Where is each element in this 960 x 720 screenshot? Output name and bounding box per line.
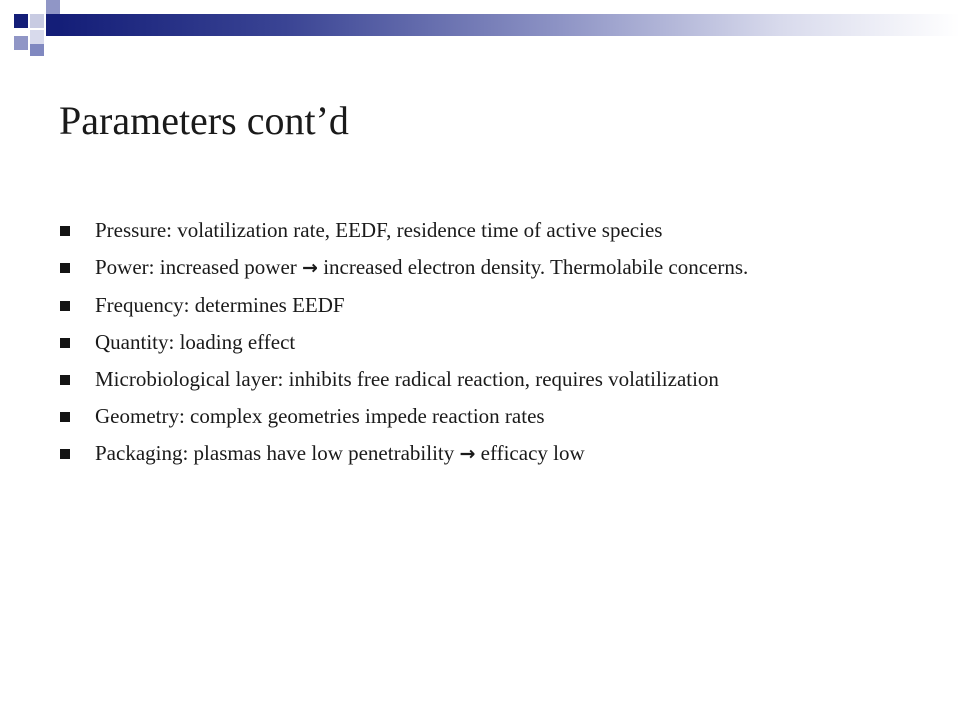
header-square (14, 14, 28, 28)
header-square (14, 36, 28, 50)
bullet-item (58, 365, 918, 393)
right-arrow-icon: → (302, 257, 318, 279)
square-bullet-icon (60, 301, 70, 311)
bullet-text: Geometry: complex geometries impede reaction rates (95, 404, 545, 428)
slide-title: Parameters cont’d (59, 98, 349, 143)
bullet-item (58, 253, 918, 282)
square-bullet-icon (60, 412, 70, 422)
bullet-text: Pressure: volatilization rate, EEDF, residence time of active species (95, 218, 663, 242)
bullet-text: efficacy low (475, 441, 585, 465)
right-arrow-icon: → (459, 443, 476, 465)
square-bullet-icon (60, 375, 70, 385)
bullet-item (58, 439, 918, 468)
square-bullet-icon (60, 338, 70, 348)
bullet-item (58, 216, 918, 244)
square-bullet-icon (60, 449, 70, 459)
bullet-text: Packaging: plasmas have low penetrability (95, 441, 460, 465)
bullet-item (58, 291, 918, 319)
square-bullet-icon (60, 263, 70, 273)
bullet-text: Microbiological layer: inhibits free radical reaction, requires volatilization (95, 367, 719, 391)
header-gradient-bar (60, 14, 960, 36)
bullet-item (58, 328, 918, 356)
bullet-text: Power: increased power (95, 255, 303, 279)
bullet-text: Quantity: loading effect (95, 330, 296, 354)
header-square (30, 44, 44, 56)
header-square (46, 14, 60, 36)
header-decoration (0, 0, 960, 60)
bullet-text: increased electron density. Thermolabile concerns. (317, 255, 749, 279)
square-bullet-icon (60, 226, 70, 236)
bullet-list (58, 216, 918, 477)
bullet-text: Frequency: determines EEDF (95, 293, 345, 317)
header-square (30, 30, 44, 44)
header-square (30, 14, 44, 28)
bullet-item (58, 402, 918, 430)
header-square (46, 0, 60, 14)
